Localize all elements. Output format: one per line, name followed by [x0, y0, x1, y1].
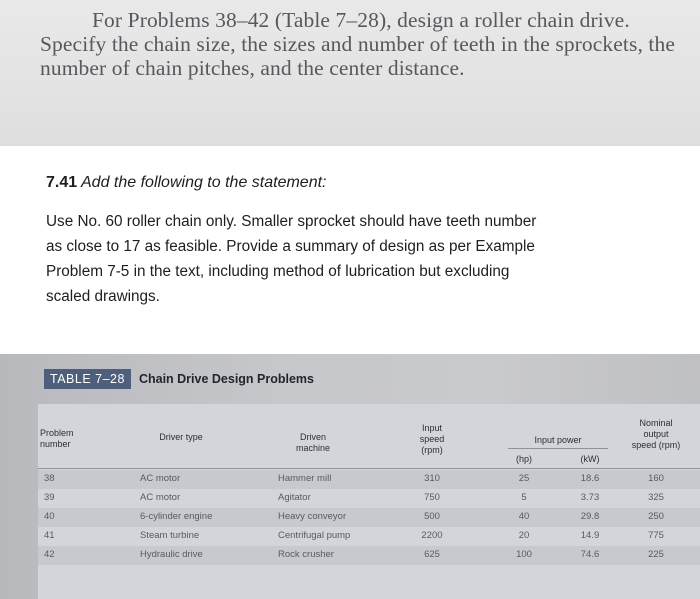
cell-kw: 29.8 — [580, 511, 600, 522]
cell-output: 250 — [648, 511, 664, 522]
cell-driven: Centrifugal pump — [278, 530, 351, 541]
cell-kw: 74.6 — [580, 549, 600, 560]
cell-driver: Hydraulic drive — [140, 549, 203, 560]
header-kw: (kW) — [580, 454, 600, 464]
cell-hp: 5 — [521, 492, 527, 503]
cell-problem: 40 — [44, 511, 55, 522]
cell-output: 775 — [648, 530, 664, 541]
table-row — [38, 508, 700, 527]
table-label: TABLE 7–28 — [44, 369, 131, 389]
statement-body: Use No. 60 roller chain only. Smaller sprocket should have teeth number as close to 17 as feasible. Provide a summary of design as per Example Problem 7-5 in the text, including method of lubrication but excluding scaled drawings. — [46, 213, 537, 305]
cell-driver: Steam turbine — [140, 530, 200, 541]
cell-speed: 2200 — [421, 530, 443, 541]
cell-speed: 500 — [424, 511, 440, 522]
cell-kw: 14.9 — [580, 530, 600, 541]
statement-heading-text: Add the following to the statement: — [81, 174, 327, 191]
cell-driven: Rock crusher — [278, 549, 334, 560]
header-divider — [38, 468, 700, 469]
table-row — [38, 489, 700, 508]
table-row — [38, 527, 700, 546]
cell-driven: Agitator — [278, 492, 311, 503]
table-row — [38, 546, 700, 565]
problem-number: 7.41 — [46, 174, 78, 191]
cell-problem: 38 — [44, 473, 55, 484]
header-input-power: Input power — [534, 435, 582, 445]
cell-hp: 40 — [518, 511, 530, 522]
header-hp: (hp) — [515, 454, 532, 464]
cell-speed: 625 — [424, 549, 440, 560]
power-header-divider — [508, 448, 608, 449]
cell-output: 325 — [648, 492, 664, 503]
header-driver-type: Driver type — [159, 432, 203, 442]
cell-speed: 310 — [424, 473, 440, 484]
problem-statement — [0, 146, 700, 354]
header-driven-machine: Driven machine — [295, 432, 331, 453]
header-problem-number: Problem number — [40, 428, 74, 449]
problem-intro-text: For Problems 38–42 (Table 7–28), design a roller chain drive. Specify the chain size, the sizes and number of teeth in the sprockets, the number of chain pitches, and the center distance. — [40, 8, 675, 80]
cell-hp: 100 — [516, 549, 532, 560]
header-nominal-output-speed: Nominal output speed (rpm) — [631, 418, 681, 450]
cell-driver: 6-cylinder engine — [140, 511, 213, 522]
cell-hp: 25 — [518, 473, 530, 484]
cell-speed: 750 — [424, 492, 440, 503]
cell-problem: 39 — [44, 492, 55, 503]
cell-problem: 42 — [44, 549, 55, 560]
cell-output: 225 — [648, 549, 664, 560]
cell-driver: AC motor — [140, 473, 181, 484]
chain-drive-table — [38, 404, 700, 599]
cell-driver: AC motor — [140, 492, 181, 503]
table-caption: Chain Drive Design Problems — [138, 372, 315, 386]
statement-heading — [46, 174, 326, 192]
header-input-speed: Input speed (rpm) — [419, 423, 445, 455]
problem-intro-passage — [0, 0, 700, 146]
cell-output: 160 — [648, 473, 664, 484]
cell-kw: 3.73 — [580, 492, 600, 503]
cell-hp: 20 — [518, 530, 530, 541]
cell-driven: Heavy conveyor — [278, 511, 347, 522]
table-row — [38, 470, 700, 489]
table-image — [0, 354, 700, 599]
table-title — [44, 368, 314, 390]
cell-kw: 18.6 — [580, 473, 600, 484]
cell-problem: 41 — [44, 530, 55, 541]
cell-driven: Hammer mill — [278, 473, 332, 484]
